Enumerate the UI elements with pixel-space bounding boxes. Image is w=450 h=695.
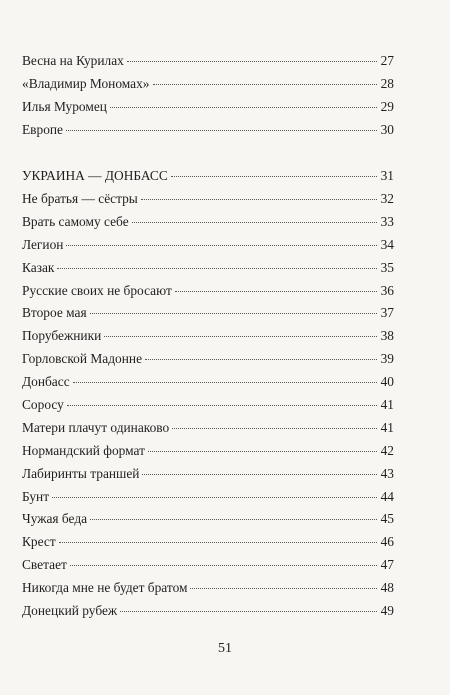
toc-entry-page: 35 [380,259,394,275]
toc-entry-title: Никогда мне не будет братом [22,580,188,596]
toc-entry-page: 33 [380,213,394,229]
toc-entry-page: 45 [380,511,394,527]
section-gap [22,142,394,166]
toc-entry-page: 37 [380,305,394,321]
toc-entry-title: Врать самому себе [22,213,129,229]
toc-entry-page: 36 [380,282,394,298]
toc-entry-title: Не братья — сёстры [22,190,138,206]
page-number: 51 [218,641,232,656]
toc-entry-title: Казак [22,259,55,275]
toc-entry-title: Порубежники [22,328,102,344]
toc-entry-title: «Владимир Мономах» [22,75,150,91]
toc-entry-page: 31 [380,168,394,184]
toc-entry [22,257,394,280]
toc-entry-title: Европе [22,121,64,137]
dot-leader [67,404,377,406]
toc-entry-title: Легион [22,236,64,252]
toc-entry-title: Донбасс [22,374,70,390]
toc-entry [22,119,394,142]
toc-entry [22,96,394,119]
toc-entry-title: Светает [22,557,67,573]
toc-entry-title: Лабиринты траншей [22,465,140,481]
toc-entry [22,280,394,303]
toc-entry [22,302,394,325]
dot-leader [73,381,377,383]
toc-entry [22,417,394,440]
toc-entry-title: Соросу [22,396,64,412]
dot-leader [145,358,377,360]
dot-leader [120,610,377,612]
toc-entry-title: УКРАИНА — ДОНБАСС [22,168,168,184]
dot-leader [90,518,377,520]
dot-leader [66,244,377,246]
toc-entry [22,188,394,211]
dot-leader [148,450,377,452]
toc-entry-page: 27 [380,53,394,68]
toc-group-top [22,50,394,142]
dot-leader [57,267,377,269]
toc-entry [22,508,394,531]
toc-entry-page: 30 [380,121,394,137]
dot-leader [172,427,377,429]
toc-entry-page: 41 [380,419,394,435]
toc-entry [22,531,394,554]
dot-leader [90,312,377,314]
toc-entry [22,554,394,577]
toc-entry [22,371,394,394]
toc-entry-title: Второе мая [22,305,87,321]
toc-entry-page: 42 [380,442,394,458]
toc-entry-page: 48 [380,580,394,596]
toc-entry-page: 39 [380,351,394,367]
toc-entry [22,50,394,73]
toc-entry [22,486,394,509]
toc-entry-page: 44 [380,488,394,504]
toc-entry-title: Горловской Мадонне [22,351,143,367]
toc-entry [22,165,394,188]
dot-leader [190,587,377,589]
toc-entry-title: Весна на Курилах [22,53,124,68]
toc-entry [22,348,394,371]
dot-leader [110,106,377,108]
toc-entry [22,394,394,417]
toc-entry-page: 47 [380,557,394,573]
toc-entry [22,73,394,96]
dot-leader [171,175,377,177]
toc-entry-title: Матери плачут одинаково [22,419,170,435]
toc-entry-page: 29 [380,98,394,114]
toc-entry [22,600,394,623]
toc-entry [22,577,394,600]
dot-leader [142,473,377,475]
toc-entry-page: 43 [380,465,394,481]
dot-leader [132,221,377,223]
toc-entry-title: Крест [22,534,56,550]
toc-entry-page: 28 [380,75,394,91]
dot-leader [175,290,377,292]
toc-group-ukraine-donbass [22,165,394,623]
dot-leader [127,60,377,62]
toc-entry [22,463,394,486]
toc-entry-title: Нормандский формат [22,442,145,458]
dot-leader [141,198,377,200]
toc-entry-title: Бунт [22,488,50,504]
toc-entry-title: Донецкий рубеж [22,602,118,618]
toc-entry-page: 34 [380,236,394,252]
toc-entry-page: 40 [380,374,394,390]
dot-leader [52,496,377,498]
toc-entry [22,440,394,463]
toc-entry-page: 38 [380,328,394,344]
toc-entry-title: Чужая беда [22,511,88,527]
toc-entry [22,234,394,257]
toc-entry-title: Русские своих не бросают [22,282,172,298]
dot-leader [66,129,377,131]
dot-leader [104,335,377,337]
toc-entry-title: Илья Муромец [22,98,107,114]
table-of-contents [22,50,394,623]
toc-entry [22,211,394,234]
dot-leader [59,541,377,543]
toc-entry-page: 41 [380,396,394,412]
dot-leader [70,564,377,566]
toc-entry-page: 46 [380,534,394,550]
toc-entry [22,325,394,348]
toc-entry-page: 32 [380,190,394,206]
dot-leader [153,83,377,85]
toc-entry-page: 49 [380,602,394,618]
